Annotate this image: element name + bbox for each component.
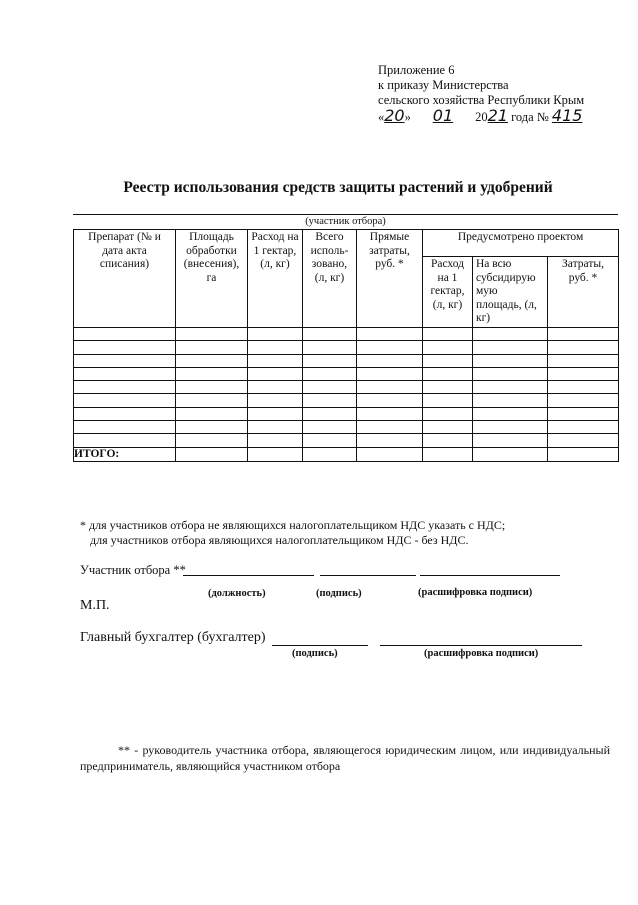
- total-label: ИТОГО:: [74, 447, 176, 462]
- participant-caption: (участник отбора): [305, 216, 386, 227]
- order-number: 415: [551, 106, 583, 125]
- appendix-line-2: к приказу Министерства: [378, 78, 509, 92]
- footnote: [80, 742, 610, 774]
- quote-open: «: [378, 110, 385, 124]
- col-project-rate: Расход на 1 гектар, (л, кг): [423, 257, 473, 328]
- stamp-place: М.П.: [80, 598, 110, 613]
- col-area: Площадь обработки (внесения), га: [176, 230, 248, 328]
- order-year-word: года №: [511, 110, 549, 124]
- quote-close: »: [404, 110, 411, 124]
- table-row: [74, 367, 619, 380]
- vat-note: [80, 518, 505, 548]
- col-preparation: Препарат (№ и дата акта списания): [74, 230, 176, 328]
- order-month: 01: [432, 106, 454, 125]
- col-rate: Расход на 1 гектар, (л, кг): [248, 230, 303, 328]
- accountant-decode-caption: (расшифровка подписи): [424, 648, 539, 659]
- col-total-used: Всего исполь-зовано, (л, кг): [303, 230, 357, 328]
- table-row: [74, 407, 619, 420]
- sign-caption: (подпись): [316, 588, 362, 599]
- appendix-line-3: сельского хозяйства Республики Крым: [378, 93, 585, 107]
- table-total-row: [74, 447, 619, 462]
- position-line: [183, 575, 314, 576]
- accountant-sign-line: [272, 645, 368, 646]
- order-day: 20: [384, 106, 405, 125]
- vat-note-line-1: * для участников отбора не являющихся налогоплательщиком НДС указать с НДС;: [80, 518, 506, 532]
- accountant-sign-caption: (подпись): [292, 648, 338, 659]
- col-project-costs: Затраты, руб. *: [548, 257, 619, 328]
- participant-line: [73, 214, 618, 215]
- appendix-header: [378, 63, 584, 125]
- accountant-label: Главный бухгалтер (бухгалтер): [80, 630, 266, 645]
- table-row: [74, 354, 619, 367]
- order-date-number: [378, 108, 584, 125]
- col-direct-costs: Прямые затраты, руб. *: [357, 230, 423, 328]
- participant-signature-label: Участник отбора **: [80, 563, 186, 577]
- appendix-line-1: Приложение 6: [378, 63, 455, 77]
- order-year-suffix: 21: [487, 106, 508, 125]
- accountant-decode-line: [380, 645, 582, 646]
- decode-line: [420, 575, 560, 576]
- footnote-text: ** - руководитель участника отбора, являющегося юридическим лицом, или индивидуальный предприниматель, являющийся участником отбора: [80, 743, 610, 773]
- table-row: [74, 341, 619, 354]
- order-year-prefix: 20: [475, 110, 488, 124]
- document-title: Реестр использования средств защиты растений и удобрений: [123, 179, 553, 196]
- table-row: [74, 328, 619, 341]
- col-group-project: Предусмотрено проектом: [423, 230, 619, 257]
- table-row: [74, 421, 619, 434]
- table-row: [74, 394, 619, 407]
- vat-note-line-2: для участников отбора являющихся налогоплательщиком НДС - без НДС.: [90, 533, 469, 547]
- sign-line: [320, 575, 416, 576]
- col-project-area: На всю субсидирую мую площадь, (л, кг): [473, 257, 548, 328]
- table-row: [74, 434, 619, 447]
- table-row: [74, 381, 619, 394]
- position-caption: (должность): [208, 588, 266, 599]
- decode-caption: (расшифровка подписи): [418, 587, 533, 598]
- register-table: [73, 229, 619, 462]
